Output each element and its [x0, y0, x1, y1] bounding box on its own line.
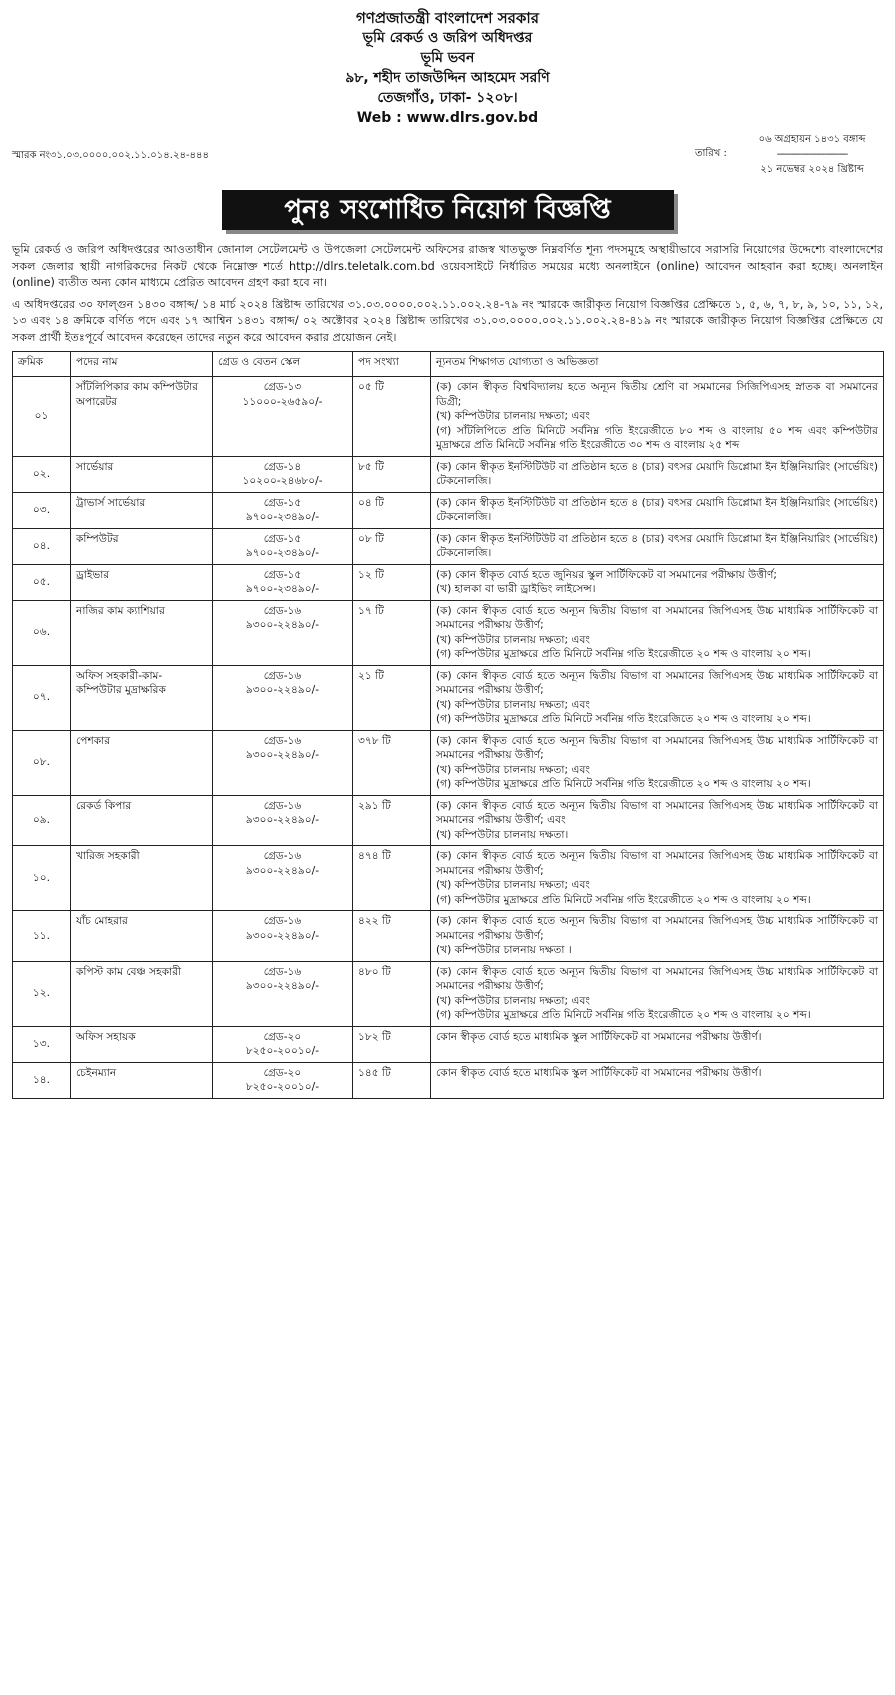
table-row — [13, 730, 884, 795]
post-count-cell: ৪৮০ টি — [353, 961, 431, 1026]
grade-label: গ্রেড-১৬ — [263, 915, 302, 927]
post-count-cell: ০৮ টি — [353, 528, 431, 564]
post-name-cell: কপিস্ট কাম বেঞ্চ সহকারী — [71, 961, 213, 1026]
table-row — [13, 911, 884, 962]
qualification-item: (ক) কোন স্বীকৃত ইনস্টিটিউট বা প্রতিষ্ঠান হতে ৪ (চার) বৎসর মেয়াদি ডিপ্লোমা ইন ইঞ্জিনিয়ারিং (সার্ভেয়িং) টেকনোলজি। — [436, 496, 878, 523]
qualification-cell — [431, 564, 884, 600]
serial-cell: ০৩. — [13, 492, 71, 528]
department-name: ভূমি রেকর্ড ও জরিপ অধিদপ্তর — [362, 30, 533, 46]
qualification-cell — [431, 961, 884, 1026]
grade-label: গ্রেড-১৬ — [263, 604, 302, 617]
city-address: তেজগাঁও, ঢাকা- ১২০৮। — [377, 90, 518, 106]
pay-scale: ৯৭০০-২৩৪৯০/- — [245, 511, 320, 523]
post-count-cell: ১৮২ টি — [353, 1026, 431, 1062]
post-count-cell: ১২ টি — [353, 564, 431, 600]
qualification-cell — [431, 1026, 884, 1062]
table-row — [13, 961, 884, 1026]
grade-label: গ্রেড-১৬ — [263, 965, 302, 978]
qualification-item: (ক) কোন স্বীকৃত ইনস্টিটিউট বা প্রতিষ্ঠান হতে ৪ (চার) বৎসর মেয়াদি ডিপ্লোমা ইন ইঞ্জিনিয়ারিং (সার্ভেয়িং) টেকনোলজি। — [436, 460, 878, 487]
grade-cell — [213, 1026, 353, 1062]
qualification-cell — [431, 377, 884, 457]
pay-scale: ১০২০০-২৪৬৮০/- — [242, 475, 323, 487]
serial-cell: ০৪. — [13, 528, 71, 564]
grade-label: গ্রেড-১৩ — [263, 381, 302, 393]
qualification-cell — [431, 730, 884, 795]
grade-cell — [213, 665, 353, 730]
qualification-cell — [431, 846, 884, 911]
post-name-cell: ট্রাভার্স সার্ভেয়ার — [71, 492, 213, 528]
post-name-cell: সার্ভেয়ার — [71, 456, 213, 492]
building-name: ভূমি ভবন — [420, 50, 475, 66]
table-header-row — [13, 352, 884, 377]
qualification-cell — [431, 528, 884, 564]
memo-reference: স্মারক নং৩১.০৩.০০০০.০০২.১১.০১৪.২৪-৪৪৪ — [12, 150, 210, 161]
table-row — [13, 846, 884, 911]
serial-cell: ০৫. — [13, 564, 71, 600]
post-name-cell: সাঁটলিপিকার কাম কম্পিউটার অপারেটর — [71, 377, 213, 457]
post-name-cell: রেকর্ড কিপার — [71, 795, 213, 846]
grade-label: গ্রেড-১৬ — [263, 734, 302, 747]
serial-cell: ১২. — [13, 961, 71, 1026]
qualification-item: (গ) সাঁটলিপিতে প্রতি মিনিটে সর্বনিম্ন গতি ইংরেজীতে ৮০ শব্দ ও বাংলায় ৫০ শব্দ এবং কম্পিউটার মুদ্রাক্ষরে প্রতি মিনিটে সর্বনিম্ন গতি ইংরেজীতে ৩০ শব্দ ও বাংলায় ২৫ শব্দ — [436, 424, 878, 451]
serial-cell: ০৭. — [13, 665, 71, 730]
date-english: ২১ নভেম্বর ২০২৪ খ্রিষ্টাব্দ — [760, 164, 864, 175]
post-name-cell: যাঁচ মোহরার — [71, 911, 213, 962]
qualification-item: (খ) হালকা বা ভারী ড্রাইভিং লাইসেন্স। — [436, 583, 596, 595]
grade-label: গ্রেড-১৬ — [263, 850, 302, 862]
grade-cell — [213, 730, 353, 795]
post-count-cell: ৮৫ টি — [353, 456, 431, 492]
grade-label: গ্রেড-১৬ — [263, 669, 302, 682]
grade-cell — [213, 911, 353, 962]
qualification-item: (ক) কোন স্বীকৃত বোর্ড হতে অন্যূন দ্বিতীয় বিভাগ বা সমমানের জিপিএসহ উচ্চ মাধ্যমিক সার্টিফিকেট বা সমমানের পরীক্ষায় উত্তীর্ণ; — [436, 850, 878, 877]
qualification-item: (ক) কোন স্বীকৃত বোর্ড হতে অন্যূন দ্বিতীয় বিভাগ বা সমমানের জিপিএসহ উচ্চ মাধ্যমিক সার্টিফিকেট বা সমমানের পরীক্ষায় উত্তীর্ণ; — [436, 669, 878, 696]
grade-cell — [213, 1062, 353, 1098]
post-name-cell: অফিস সহায়ক — [71, 1026, 213, 1062]
pay-scale: ৮২৫০-২০০১০/- — [245, 1045, 320, 1057]
pay-scale: ৯৩০০-২২৪৯০/- — [245, 619, 320, 631]
pay-scale: ৯৭০০-২৩৪৯০/- — [245, 547, 320, 559]
qualification-item: (খ) কম্পিউটার চালনায় দক্ষতা; এবং — [436, 763, 590, 776]
serial-cell: ১১. — [13, 911, 71, 962]
qualification-item: (খ) কম্পিউটার চালনায় দক্ষতা; এবং — [436, 698, 590, 711]
qualification-item: (খ) কম্পিউটার চালনায় দক্ষতা । — [436, 944, 572, 956]
post-name-cell: অফিস সহকারী-কাম- কম্পিউটার মুদ্রাক্ষরিক — [71, 665, 213, 730]
table-row — [13, 377, 884, 457]
serial-cell: ০২. — [13, 456, 71, 492]
pay-scale: ৯৩০০-২২৪৯০/- — [245, 684, 320, 696]
qualification-item: (খ) কম্পিউটার চালনায় দক্ষতা; এবং — [436, 633, 590, 646]
post-count-cell: ০৪ টি — [353, 492, 431, 528]
post-count-cell: ৪২২ টি — [353, 911, 431, 962]
header-post-name: পদের নাম — [71, 352, 213, 377]
table-row — [13, 492, 884, 528]
table-row — [13, 665, 884, 730]
qualification-item: (ক) কোন স্বীকৃত বোর্ড হতে অন্যূন দ্বিতীয় বিভাগ বা সমমানের জিপিএসহ উচ্চ মাধ্যমিক সার্টিফিকেট বা সমমানের পরীক্ষায় উত্তীর্ণ; এবং — [436, 799, 878, 826]
pay-scale: ৮২৫০-২০০১০/- — [245, 1081, 320, 1093]
header-grade-scale: গ্রেড ও বেতন স্কেল — [213, 352, 353, 377]
previous-applicants-paragraph: এ অধিদপ্তরের ৩০ ফাল্গুন ১৪৩০ বঙ্গাব্দ/ ১৪ মার্চ ২০২৪ খ্রিষ্টাব্দ তারিখের ৩১.০৩.০০০০.০০২.১১.০০২.২৪-৭৯ নং স্মারকে জারীকৃত নিয়োগ বিজ্ঞপ্তির প্রেক্ষিতে ১, ৫, ৬, ৭, ৮, ৯, ১০, ১১, ১২, ১৩ এবং ১৪ ক্রমিকে বর্ণিত পদে এবং ১৭ আশ্বিন ১৪৩১ বঙ্গাব্দ/ ০২ অক্টোবর ২০২৪ খ্রিষ্টাব্দ তারিখের ৩১.০৩.০০০০.০০২.১১.০০২.২৪-৪১৯ নং স্মারকে জারীকৃত নিয়োগ বিজ্ঞপ্তির প্রেক্ষিতে যে সকল প্রার্থী ইতঃপূর্বে আবেদন করেছেন তাদের নতুন করে আবেদন করার প্রয়োজন নেই। — [12, 297, 883, 344]
grade-cell — [213, 846, 353, 911]
date-bangla: ০৬ অগ্রহায়ন ১৪৩১ বঙ্গাব্দ — [758, 134, 866, 145]
pay-scale: ৯৩০০-২২৪৯০/- — [245, 749, 320, 761]
grade-label: গ্রেড-১৪ — [263, 460, 302, 473]
table-row — [13, 795, 884, 846]
qualification-cell — [431, 600, 884, 665]
grade-label: গ্রেড-১৫ — [263, 568, 302, 581]
qualification-item: (গ) কম্পিউটার মুদ্রাক্ষরে প্রতি মিনিটে সর্বনিম্ন গতি ইংরেজীতে ২০ শব্দ ও বাংলায় ২০ শব্দ। — [436, 893, 811, 906]
serial-cell: ১০. — [13, 846, 71, 911]
grade-cell — [213, 564, 353, 600]
website: Web : www.dlrs.gov.bd — [356, 110, 539, 126]
serial-cell: ১৩. — [13, 1026, 71, 1062]
post-name-cell: কম্পিউটর — [71, 528, 213, 564]
posts-table — [12, 351, 884, 1099]
pay-scale: ৯৩০০-২২৪৯০/- — [245, 814, 320, 826]
serial-cell: ১৪. — [13, 1062, 71, 1098]
serial-cell: ০১ — [13, 377, 71, 457]
post-count-cell: ৪৭৪ টি — [353, 846, 431, 911]
qualification-item: (খ) কম্পিউটার চালনায় দক্ষতা। — [436, 828, 569, 841]
qualification-item: কোন স্বীকৃত বোর্ড হতে মাধ্যমিক স্কুল সার্টিফিকেট বা সমমানের পরীক্ষায় উত্তীর্ণ। — [436, 1030, 762, 1043]
qualification-item: (ক) কোন স্বীকৃত বোর্ড হতে অন্যূন দ্বিতীয় বিভাগ বা সমমানের জিপিএসহ উচ্চ মাধ্যমিক সার্টিফিকেট বা সমমানের পরীক্ষায় উত্তীর্ণ; — [436, 965, 878, 992]
intro-paragraph: ভূমি রেকর্ড ও জরিপ অধিদপ্তরের আওতাধীন জোনাল সেটেলমেন্ট ও উপজেলা সেটেলমেন্ট অফিসের রাজস্ব খাতভুক্ত নিম্নবর্ণিত শূন্য পদসমূহে অস্থায়ীভাবে সরাসরি নিয়োগের উদ্দেশ্যে বাংলাদেশের সকল জেলার স্থায়ী নাগরিকদের নিকট থেকে নিম্নোক্ত শর্তে http://dlrs.teletalk.com.bd ওয়েবসাইটে নির্ধারিত সময়ের মধ্যে অনলাইনে (online) আবেদন আহবান করা হচ্ছে। অনলাইন (online) ব্যতীত অন্য কোন মাধ্যমে প্রেরিত আবেদন গ্রহণ করা হবে না। — [12, 243, 883, 289]
post-name-cell: চেইনম্যান — [71, 1062, 213, 1098]
post-name-cell: পেশকার — [71, 730, 213, 795]
qualification-item: (গ) কম্পিউটার মুদ্রাক্ষরে প্রতি মিনিটে সর্বনিম্ন গতি ইংরেজীতে ২০ শব্দ ও বাংলায় ২০ শব্দ। — [436, 778, 811, 790]
header-qualification: ন্যূনতম শিক্ষাগত যোগ্যতা ও অভিজ্ঞতা — [431, 352, 884, 377]
notice-title: পুনঃ সংশোধিত নিয়োগ বিজ্ঞপ্তি — [222, 190, 674, 230]
grade-label: গ্রেড-২০ — [263, 1030, 302, 1043]
table-row — [13, 564, 884, 600]
qualification-item: (ক) কোন স্বীকৃত বিশ্ববিদ্যালয় হতে অন্যূন দ্বিতীয় শ্রেণি বা সমমানের সিজিপিএসহ স্নাতক বা সমমানের ডিগ্রী; — [436, 381, 878, 408]
qualification-cell — [431, 911, 884, 962]
qualification-item: (ক) কোন স্বীকৃত ইনস্টিটিউট বা প্রতিষ্ঠান হতে ৪ (চার) বৎসর মেয়াদি ডিপ্লোমা ইন ইঞ্জিনিয়ারিং (সার্ভেয়িং) টেকনোলজি। — [436, 532, 878, 559]
serial-cell: ০৮. — [13, 730, 71, 795]
table-row — [13, 600, 884, 665]
table-row — [13, 1062, 884, 1098]
qualification-item: (ক) কোন স্বীকৃত বোর্ড হতে জুনিয়র স্কুল সার্টিফিকেট বা সমমানের পরীক্ষায় উত্তীর্ণ; — [436, 568, 777, 581]
grade-cell — [213, 377, 353, 457]
qualification-item: (ক) কোন স্বীকৃত বোর্ড হতে অন্যূন দ্বিতীয় বিভাগ বা সমমানের জিপিএসহ উচ্চ মাধ্যমিক সার্টিফিকেট বা সমমানের পরীক্ষায় উত্তীর্ণ; — [436, 734, 878, 761]
pay-scale: ৯৩০০-২২৪৯০/- — [245, 929, 320, 942]
qualification-cell — [431, 492, 884, 528]
qualification-cell — [431, 456, 884, 492]
pay-scale: ৯৭০০-২৩৪৯০/- — [245, 583, 320, 595]
post-count-cell: ০৫ টি — [353, 377, 431, 457]
pay-scale: ৯৩০০-২২৪৯০/- — [245, 864, 320, 877]
grade-cell — [213, 600, 353, 665]
grade-label: গ্রেড-১৬ — [263, 799, 302, 812]
memo-line — [12, 132, 883, 182]
date-label: তারিখ : — [695, 148, 727, 159]
office-header — [12, 8, 883, 128]
post-name-cell: খারিজ সহকারী — [71, 846, 213, 911]
header-post-count: পদ সংখ্যা — [353, 352, 431, 377]
table-row — [13, 528, 884, 564]
post-count-cell: ৩৭৮ টি — [353, 730, 431, 795]
grade-cell — [213, 961, 353, 1026]
header-serial: ক্রমিক — [13, 352, 71, 377]
qualification-item: (গ) কম্পিউটার মুদ্রাক্ষরে প্রতি মিনিটে সর্বনিম্ন গতি ইংরেজিতে ২০ শব্দ ও বাংলায় ২০ শব্দ। — [436, 713, 811, 725]
date-divider: --------------------------- — [776, 149, 848, 160]
post-count-cell: ২১ টি — [353, 665, 431, 730]
government-name: গণপ্রজাতন্ত্রী বাংলাদেশ সরকার — [356, 9, 539, 27]
grade-cell — [213, 492, 353, 528]
notice-page — [12, 0, 883, 1099]
qualification-item: (গ) কম্পিউটার মুদ্রাক্ষরে প্রতি মিনিটে সর্বনিম্ন গতি ইংরেজীতে ২০ শব্দ ও বাংলায় ২০ শব্দ। — [436, 1009, 811, 1021]
qualification-item: (ক) কোন স্বীকৃত বোর্ড হতে অন্যূন দ্বিতীয় বিভাগ বা সমমানের জিপিএসহ উচ্চ মাধ্যমিক সার্টিফিকেট বা সমমানের পরীক্ষায় উত্তীর্ণ; — [436, 604, 878, 631]
table-row — [13, 1026, 884, 1062]
qualification-item: (ক) কোন স্বীকৃত বোর্ড হতে অন্যূন দ্বিতীয় বিভাগ বা সমমানের জিপিএসহ উচ্চ মাধ্যমিক সার্টিফিকেট বা সমমানের পরীক্ষায় উত্তীর্ণ; — [436, 915, 878, 942]
post-name-cell: ড্রাইভার — [71, 564, 213, 600]
qualification-cell — [431, 1062, 884, 1098]
serial-cell: ০৯. — [13, 795, 71, 846]
grade-label: গ্রেড-১৫ — [263, 496, 302, 509]
post-name-cell: নাজির কাম ক্যাশিয়ার — [71, 600, 213, 665]
pay-scale: ১১০০০-২৬৫৯০/- — [242, 395, 323, 408]
grade-label: গ্রেড-২০ — [263, 1066, 302, 1079]
qualification-item: (খ) কম্পিউটার চালনায় দক্ষতা; এবং — [436, 879, 590, 891]
qualification-item: (গ) কম্পিউটার মুদ্রাক্ষরে প্রতি মিনিটে সর্বনিম্ন গতি ইংরেজীতে ২০ শব্দ ও বাংলায় ২০ শব্দ। — [436, 648, 811, 660]
qualification-cell — [431, 665, 884, 730]
qualification-item: (খ) কম্পিউটার চালনায় দক্ষতা; এবং — [436, 994, 590, 1007]
qualification-item: কোন স্বীকৃত বোর্ড হতে মাধ্যমিক স্কুল সার্টিফিকেট বা সমমানের পরীক্ষায় উত্তীর্ণ। — [436, 1066, 762, 1079]
post-count-cell: ১৪৫ টি — [353, 1062, 431, 1098]
street-address: ৯৮, শহীদ তাজউদ্দিন আহমেদ সরণি — [345, 70, 550, 86]
qualification-cell — [431, 795, 884, 846]
serial-cell: ০৬. — [13, 600, 71, 665]
post-count-cell: ২৯১ টি — [353, 795, 431, 846]
grade-cell — [213, 456, 353, 492]
post-count-cell: ১৭ টি — [353, 600, 431, 665]
grade-label: গ্রেড-১৫ — [263, 532, 302, 545]
grade-cell — [213, 528, 353, 564]
date-block — [742, 132, 882, 177]
grade-cell — [213, 795, 353, 846]
table-body — [13, 377, 884, 1099]
pay-scale: ৯৩০০-২২৪৯০/- — [245, 980, 320, 992]
qualification-item: (খ) কম্পিউটার চালনায় দক্ষতা; এবং — [436, 410, 590, 422]
table-row — [13, 456, 884, 492]
